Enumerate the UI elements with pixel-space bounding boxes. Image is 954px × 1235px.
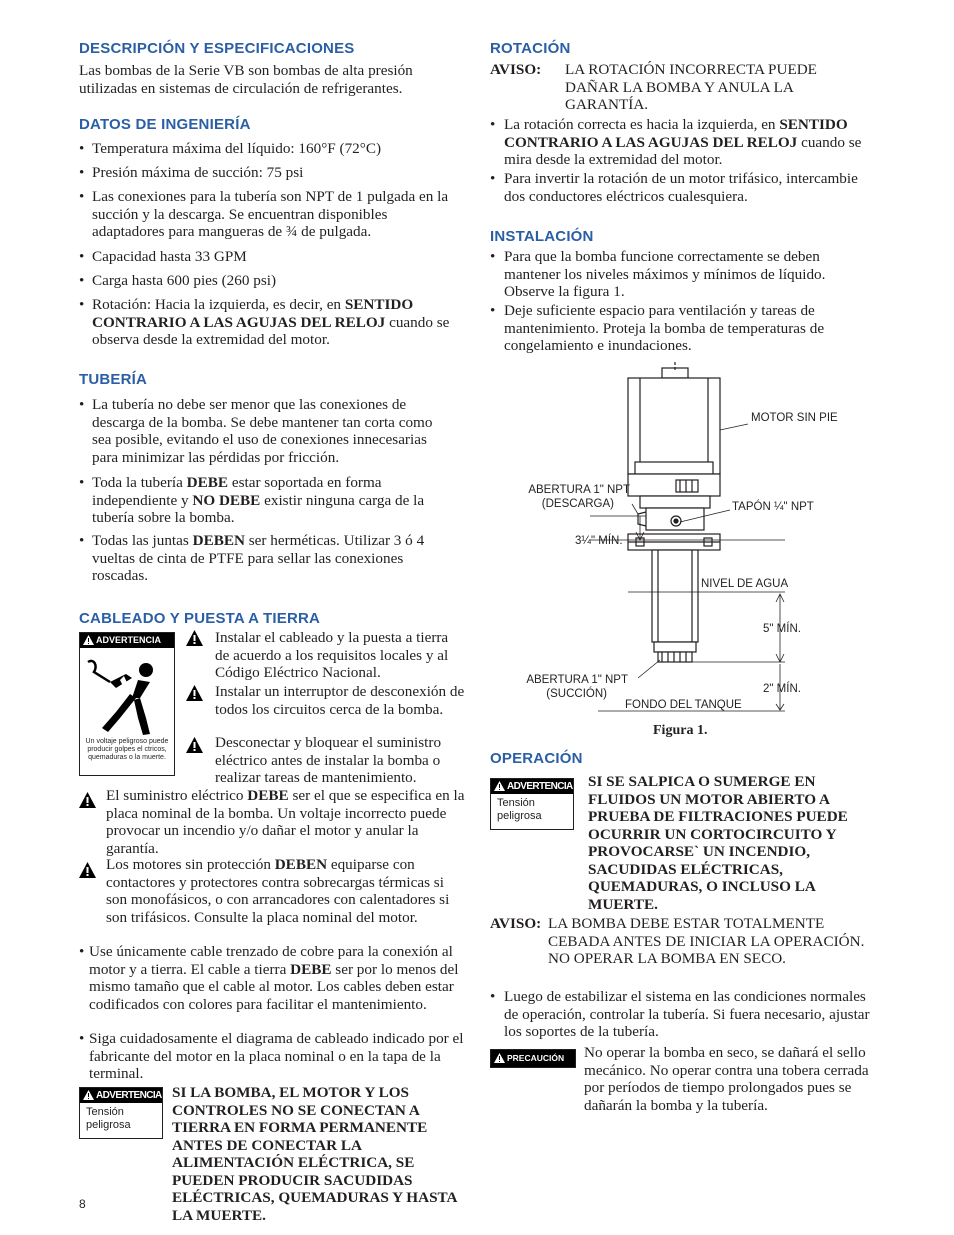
list-item: • Para que la bomba funcione correctamente se deben mantener los niveles máximos y mínimos de líquido. Observe la figura 1. [490, 248, 826, 300]
list-item: • Toda la tubería DEBE estar soportada en forma independiente y NO DEBE existir ninguna carga de la tubería sobre la bomba. [79, 474, 425, 526]
warning-triangle-icon [83, 1090, 94, 1100]
heading-cableado: CABLEADO Y PUESTA A TIERRA [79, 610, 321, 627]
warning-badge-label: ADVERTENCIA [80, 633, 174, 648]
label-min-3: 3¼" MÍN. [575, 535, 623, 547]
label-motor: MOTOR SIN PIE [751, 412, 838, 424]
list-item: • Capacidad hasta 33 GPM [79, 248, 247, 265]
warning-triangle-icon [79, 792, 96, 808]
label-descarga: (DESCARGA) [541, 498, 614, 510]
wiring-warning-5: Los motores sin protección DEBEN equiparse con contactores y protectores contra sobrecargas térmicas si son monofásicos, o con arrancadores con calentadores si son trifásicos. Consulte la placa nominal del motor. [106, 856, 450, 926]
warning-badge-electrical [79, 632, 175, 776]
list-item: • Rotación: Hacia la izquierda, es decir, en SENTIDO CONTRARIO A LAS AGUJAS DEL RELOJ cuando se observa desde la extremidad del motor. [79, 296, 450, 348]
operation-warning: SI SE SALPICA O SUMERGE EN FLUIDOS UN MOTOR ABIERTO A PRUEBA DE FILTRACIONES PUEDE OCURRIR UN CORTOCIRCUITO Y PROVOCARSE` UN INCENDIO, SACUDIDAS ELÉCTRICAS, QUEMADURAS, O INCLUSO LA MUERTE. [588, 773, 848, 913]
figure-caption: Figura 1. [653, 723, 708, 738]
aviso-rotacion-text: LA ROTACIÓN INCORRECTA PUEDE DAÑAR LA BOMBA Y ANULA LA GARANTÍA. [565, 61, 817, 113]
warning-badge-caption: Un voltaje peligroso puede producir golpes el ctricos, quemaduras o la muerte. [85, 738, 169, 761]
caution-badge: PRECAUCIÓN [490, 1049, 576, 1068]
heading-tuberia: TUBERÍA [79, 371, 148, 388]
heading-descripcion: DESCRIPCIÓN Y ESPECIFICACIONES [79, 40, 355, 57]
list-item: • Para invertir la rotación de un motor trifásico, intercambie dos conductores eléctricos cualesquiera. [490, 170, 858, 205]
heading-instalacion: INSTALACIÓN [490, 228, 594, 245]
warning-badge-voltage: ADVERTENCIA Tensión peligrosa [490, 778, 574, 830]
page-number: 8 [79, 1197, 86, 1211]
warning-triangle-icon [186, 737, 203, 753]
warning-triangle-icon [494, 1053, 505, 1063]
label-min-2: 2" MÍN. [763, 683, 801, 695]
heading-operacion: OPERACIÓN [490, 750, 583, 767]
grounding-warning: SI LA BOMBA, EL MOTOR Y LOS CONTROLES NO SE CONECTAN A TIERRA EN FORMA PERMANENTE ANTES DE CONECTAR LA ALIMENTACIÓN ELÉCTRICA, SE PUEDEN PRODUCIR SACUDIDAS ELÉCTRICAS, QUEMADURAS Y HASTA LA MUERTE. [172, 1084, 457, 1224]
warning-triangle-icon [494, 781, 505, 791]
warning-triangle-icon [79, 862, 96, 878]
label-abertura-succion: ABERTURA 1" NPT [526, 674, 628, 686]
list-item: • La rotación correcta es hacia la izquierda, en SENTIDO CONTRARIO A LAS AGUJAS DEL RELOJ cuando se mira desde la extremidad del motor. [490, 116, 862, 168]
pump-drawing [628, 362, 720, 662]
list-item: • Deje suficiente espacio para ventilación y tareas de mantenimiento. Proteja la bomba de temperaturas de congelamiento e inundaciones. [490, 302, 825, 354]
wiring-warning-4: El suministro eléctrico DEBE ser el que se especifica en la placa nominal de la bomba. Un voltaje incorrecto puede provocar un incendio y/o dañar el motor y anular la garantía. [106, 787, 465, 857]
electrocution-hazard-icon [80, 648, 172, 738]
list-item: • Presión máxima de succión: 75 psi [79, 164, 304, 181]
wiring-warning-3: Desconectar y bloquear el suministro eléctrico antes de instalar la bomba o realizar tareas de mantenimiento. [215, 734, 442, 786]
wiring-warning-1: Instalar el cableado y la puesta a tierra de acuerdo a los requisitos locales y al Código Eléctrico Nacional. [215, 629, 449, 681]
caution-text: No operar la bomba en seco, se dañará el sello mecánico. No operar contra una tobera cerrada por períodos de tiempo prolongados pues se dañarán la bomba y la tubería. [584, 1044, 869, 1114]
warning-triangle-icon [186, 630, 203, 646]
list-item: • Siga cuidadosamente el diagrama de cableado indicado por el fabricante del motor en la placa nominal o en la tapa de la terminal. [79, 1030, 464, 1082]
aviso-label: AVISO: [490, 61, 542, 78]
list-item: • La tubería no debe ser menor que las conexiones de descarga de la bomba. Se debe mantener tan corta como sea posible, evitando el uso de conexiones innecesarias para minimizar las pérdidas por fricción. [79, 396, 433, 466]
warning-triangle-icon [186, 685, 203, 701]
aviso-operacion-text: LA BOMBA DEBE ESTAR TOTALMENTE CEBADA ANTES DE INICIAR LA OPERACIÓN. NO OPERAR LA BOMBA EN SECO. [548, 915, 865, 967]
pump-installation-figure [490, 362, 885, 718]
warning-badge-voltage: ADVERTENCIA Tensión peligrosa [79, 1087, 163, 1139]
label-fondo: FONDO DEL TANQUE [625, 699, 742, 711]
list-item: • Luego de estabilizar el sistema en las condiciones normales de operación, controlar la tubería. Si fuera necesario, ajustar los soportes de la tubería. [490, 988, 870, 1040]
label-abertura-descarga: ABERTURA 1" NPT [528, 484, 630, 496]
heading-rotacion: ROTACIÓN [490, 40, 571, 57]
list-item: • Las conexiones para la tubería son NPT de 1 pulgada en la succión y la descarga. Se encuentran disponibles adaptadores para mangueras de ¾ de pulgada. [79, 188, 449, 240]
aviso-label: AVISO: [490, 915, 542, 932]
heading-datos: DATOS DE INGENIERÍA [79, 116, 251, 133]
label-tapon: TAPÓN ¼" NPT [732, 501, 814, 513]
label-nivel-agua: NIVEL DE AGUA [701, 578, 789, 590]
label-succion: (SUCCIÓN) [546, 688, 607, 700]
list-item: • Use únicamente cable trenzado de cobre para la conexión al motor y a tierra. El cable a tierra DEBE ser por lo menos del mismo tamaño que el cable al motor. Los cables deben estar codificados con colores para facilitar el mantenimiento. [79, 943, 459, 1013]
list-item: • Todas las juntas DEBEN ser herméticas. Utilizar 3 ó 4 vueltas de cinta de PTFE para sellar las conexiones roscadas. [79, 532, 425, 584]
warning-triangle-icon [83, 635, 94, 645]
list-item: • Carga hasta 600 pies (260 psi) [79, 272, 277, 289]
wiring-warning-2: Instalar un interruptor de desconexión de todos los circuitos cerca de la bomba. [215, 683, 465, 718]
label-min-5: 5" MÍN. [763, 623, 801, 635]
list-item: • Temperatura máxima del líquido: 160°F (72°C) [79, 140, 382, 157]
desc-text: Las bombas de la Serie VB son bombas de alta presión utilizadas en sistemas de circulación de refrigerantes. [79, 62, 413, 97]
